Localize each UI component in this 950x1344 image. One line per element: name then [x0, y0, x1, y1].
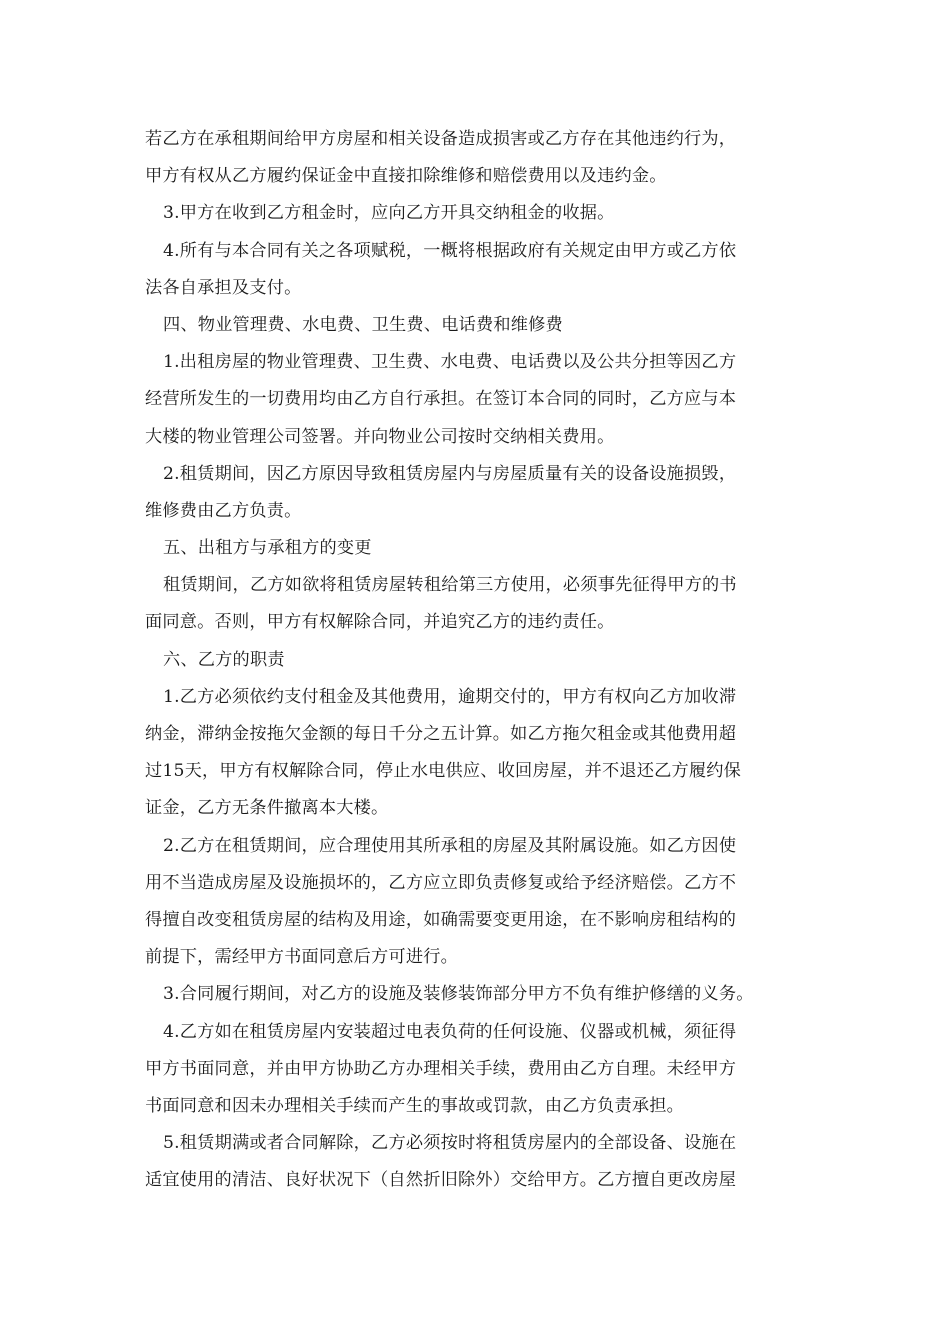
text-line: 用不当造成房屋及设施损坏的，乙方应立即负责修复或给予经济赔偿。乙方不	[145, 872, 737, 893]
text-line: 过15天，甲方有权解除合同，停止水电供应、收回房屋，并不退还乙方履约保	[145, 761, 742, 782]
text-line: 前提下，需经甲方书面同意后方可进行。	[145, 947, 458, 968]
text-line: 证金，乙方无条件撤离本大楼。	[145, 798, 389, 819]
text-line: 六、乙方的职责	[163, 649, 285, 670]
text-line: 租赁期间，乙方如欲将租赁房屋转租给第三方使用，必须事先征得甲方的书	[163, 575, 737, 596]
text-line: 若乙方在承租期间给甲方房屋和相关设备造成损害或乙方存在其他违约行为，	[145, 129, 737, 149]
text-line: 甲方有权从乙方履约保证金中直接扣除维修和赔偿费用以及违约金。	[145, 166, 667, 187]
text-line: 甲方书面同意，并由甲方协助乙方办理相关手续，费用由乙方自理。未经甲方	[145, 1058, 737, 1079]
text-line: 4.乙方如在租赁房屋内安装超过电表负荷的任何设施、仪器或机械，须征得	[163, 1021, 737, 1042]
text-line: 2.乙方在租赁期间，应合理使用其所承租的房屋及其附属设施。如乙方因使	[163, 835, 737, 856]
text-line: 维修费由乙方负责。	[145, 500, 302, 521]
text-line: 得擅自改变租赁房屋的结构及用途，如确需要变更用途，在不影响房租结构的	[145, 909, 737, 930]
text-line: 纳金，滞纳金按拖欠金额的每日千分之五计算。如乙方拖欠租金或其他费用超	[145, 724, 737, 744]
text-line: 2.租赁期间，因乙方原因导致租赁房屋内与房屋质量有关的设备设施损毁，	[163, 463, 737, 484]
text-line: 面同意。否则，甲方有权解除合同，并追究乙方的违约责任。	[145, 612, 615, 633]
text-line: 四、物业管理费、水电费、卫生费、电话费和维修费	[163, 314, 563, 335]
text-line: 5.租赁期满或者合同解除，乙方必须按时将租赁房屋内的全部设备、设施在	[163, 1133, 737, 1154]
text-line: 经营所发生的一切费用均由乙方自行承担。在签订本合同的同时，乙方应与本	[145, 389, 737, 410]
text-line: 4.所有与本合同有关之各项赋税，一概将根据政府有关规定由甲方或乙方依	[163, 240, 737, 261]
text-line: 1.乙方必须依约支付租金及其他费用，逾期交付的，甲方有权向乙方加收滞	[163, 686, 737, 707]
text-line: 大楼的物业管理公司签署。并向物业公司按时交纳相关费用。	[145, 426, 615, 447]
text-line: 1.出租房屋的物业管理费、卫生费、水电费、电话费以及公共分担等因乙方	[163, 352, 737, 373]
text-line: 法各自承担及支付。	[145, 277, 302, 298]
text-line: 3.甲方在收到乙方租金时，应向乙方开具交纳租金的收据。	[163, 203, 615, 224]
document-body	[145, 121, 810, 1199]
text-line: 3.合同履行期间，对乙方的设施及装修装饰部分甲方不负有维护修缮的义务。	[163, 984, 754, 1005]
text-line: 书面同意和因未办理相关手续而产生的事故或罚款，由乙方负责承担。	[145, 1095, 685, 1116]
text-line: 五、出租方与承租方的变更	[163, 538, 372, 559]
text-line: 适宜使用的清洁、良好状况下（自然折旧除外）交给甲方。乙方擅自更改房屋	[145, 1170, 737, 1191]
